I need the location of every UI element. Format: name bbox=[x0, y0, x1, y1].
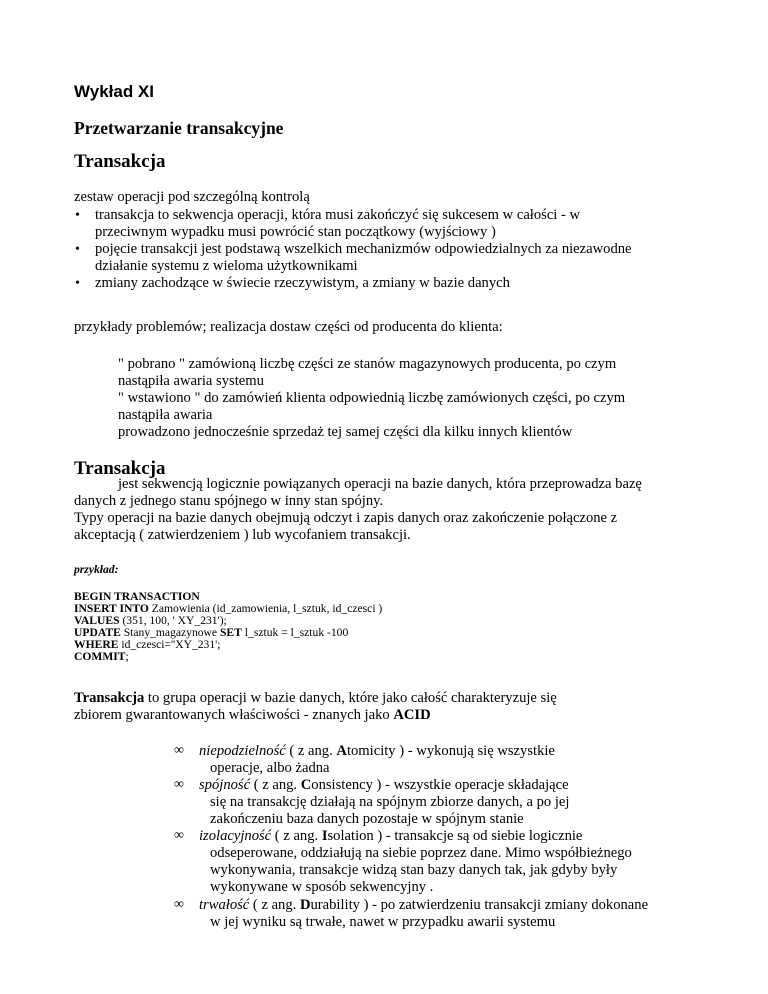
acid-item-text: ) - wszystkie operacje składające bbox=[372, 777, 569, 793]
acid-item-text: ( z ang. bbox=[271, 828, 322, 844]
section-title: Przetwarzanie transakcyjne bbox=[74, 118, 284, 138]
acid-item-term: izolacyjność bbox=[199, 828, 272, 844]
infinity-bullet-icon: ∞ bbox=[174, 897, 184, 912]
acid-item-line: zakończeniu baza danych pozostaje w spójnym stanie bbox=[210, 811, 524, 827]
example-line: " wstawiono " do zamówień klienta odpowiednią liczbę zamówionych części, po czym bbox=[118, 390, 626, 406]
sql-text: (351, 100, ' XY_231'); bbox=[119, 614, 227, 627]
sql-text: id_czesci=''XY_231'; bbox=[118, 638, 221, 651]
sql-keyword: INSERT INTO bbox=[74, 602, 149, 615]
sql-keyword: COMMIT bbox=[74, 650, 126, 663]
acid-item-text: onsistency bbox=[311, 777, 373, 793]
acid-para-line bbox=[74, 707, 431, 724]
bullet-line: przeciwnym wypadku musi powrócić stan początkowy (wyjściowy ) bbox=[95, 224, 496, 240]
sql-text: Stany_magazynowe bbox=[120, 626, 220, 639]
acid-para-text: zbiorem gwarantowanych właściwości - znanych jako bbox=[74, 707, 394, 723]
sql-keyword: SET bbox=[219, 626, 242, 639]
acid-item-text: ) - wykonują się wszystkie bbox=[395, 743, 555, 759]
sql-text: Zamowienia (id_zamowienia, l_sztuk, id_czesci ) bbox=[148, 602, 383, 615]
acid-item-text: ) - transakcje są od siebie logicznie bbox=[373, 828, 583, 844]
acid-item-text: solation bbox=[327, 828, 374, 844]
infinity-bullet-icon: ∞ bbox=[174, 777, 184, 792]
bullet-icon: • bbox=[75, 276, 80, 291]
definition-line: akceptacją ( zatwierdzeniem ) lub wycofaniem transakcji. bbox=[74, 527, 411, 543]
example-line: " pobrano " zamówioną liczbę części ze stanów magazynowych producenta, po czym bbox=[118, 356, 617, 372]
acid-para-text: to grupa operacji w bazie danych, które jako całość charakteryzuje się bbox=[144, 690, 557, 706]
acid-item-letter: D bbox=[299, 897, 311, 913]
acid-item-line: wykonywane w sposób sekwencyjny . bbox=[210, 879, 434, 895]
bullet-line: działanie systemu z wieloma użytkownikami bbox=[95, 258, 358, 274]
bullet-line: zmiany zachodzące w świecie rzeczywistym, a zmiany w bazie danych bbox=[95, 275, 510, 291]
acid-item-text: ( z ang. bbox=[250, 777, 301, 793]
sql-keyword: WHERE bbox=[74, 638, 119, 651]
acid-item-text: ) - po zatwierdzeniu transakcji zmiany dokonane bbox=[359, 897, 649, 913]
acid-item-letter: I bbox=[321, 828, 328, 844]
acid-item-term: trwałość bbox=[199, 897, 250, 913]
acid-item-line: w jej wyniku są trwałe, nawet w przypadku awarii systemu bbox=[210, 914, 556, 930]
acid-para-bold: Transakcja bbox=[74, 690, 145, 706]
acid-item-line: się na transakcję działają na spójnym zbiorze danych, a po jej bbox=[210, 794, 570, 810]
definition-line: jest sekwencją logicznie powiązanych operacji na bazie danych, która przeprowadza bazę bbox=[118, 476, 642, 492]
definition-line: danych z jednego stanu spójnego w inny stan spójny. bbox=[74, 493, 384, 509]
definition-line: Typy operacji na bazie danych obejmują odczyt i zapis danych oraz zakończenie połączone z bbox=[74, 510, 618, 526]
acid-item bbox=[199, 897, 648, 914]
example-line: nastąpiła awaria systemu bbox=[118, 373, 264, 389]
acid-item-term: spójność bbox=[199, 777, 251, 793]
acid-item-line: wykonywania, transakcje widzą stan bazy danych tak, jak gdyby były bbox=[210, 862, 618, 878]
acid-para-line bbox=[74, 690, 557, 707]
sql-text: l_sztuk = l_sztuk -100 bbox=[241, 626, 349, 639]
bullet-icon: • bbox=[75, 242, 80, 257]
acid-term: ACID bbox=[393, 707, 431, 723]
bullet-line: pojęcie transakcji jest podstawą wszelkich mechanizmów odpowiedzialnych za niezawodne bbox=[95, 241, 632, 257]
intro-text: zestaw operacji pod szczególną kontrolą bbox=[74, 189, 310, 205]
acid-item-letter: A bbox=[336, 743, 347, 759]
acid-item-line: odseperowane, oddziałują na siebie poprzez dane. Mimo współbieżnego bbox=[210, 845, 632, 861]
infinity-bullet-icon: ∞ bbox=[174, 743, 184, 758]
example-label: przykład: bbox=[74, 563, 119, 576]
bullet-icon: • bbox=[75, 208, 80, 223]
heading-transakcja-1: Transakcja bbox=[74, 151, 166, 172]
acid-item-line: operacje, albo żadna bbox=[210, 760, 330, 776]
acid-item bbox=[199, 777, 569, 794]
acid-item-text: urability bbox=[310, 897, 360, 913]
sql-keyword: BEGIN TRANSACTION bbox=[74, 590, 200, 603]
lecture-title: Wykład XI bbox=[74, 82, 154, 101]
heading-transakcja-2: Transakcja bbox=[74, 458, 166, 479]
acid-item-term: niepodzielność bbox=[199, 743, 286, 759]
acid-item bbox=[199, 743, 555, 760]
sql-keyword: UPDATE bbox=[74, 626, 121, 639]
acid-item bbox=[199, 828, 582, 845]
acid-item-text: tomicity bbox=[346, 743, 396, 759]
example-line: prowadzono jednocześnie sprzedaż tej samej części dla kilku innych klientów bbox=[118, 424, 573, 440]
infinity-bullet-icon: ∞ bbox=[174, 828, 184, 843]
example-line: nastąpiła awaria bbox=[118, 407, 213, 423]
acid-item-letter: C bbox=[300, 777, 312, 793]
acid-item-text: ( z ang. bbox=[285, 743, 337, 759]
sql-keyword: VALUES bbox=[74, 614, 120, 627]
bullet-line: transakcja to sekwencja operacji, która musi zakończyć się sukcesem w całości - w bbox=[95, 207, 581, 223]
acid-item-text: ( z ang. bbox=[249, 897, 300, 913]
sql-text: ; bbox=[125, 650, 129, 663]
examples-intro: przykłady problemów; realizacja dostaw części od producenta do klienta: bbox=[74, 319, 503, 335]
